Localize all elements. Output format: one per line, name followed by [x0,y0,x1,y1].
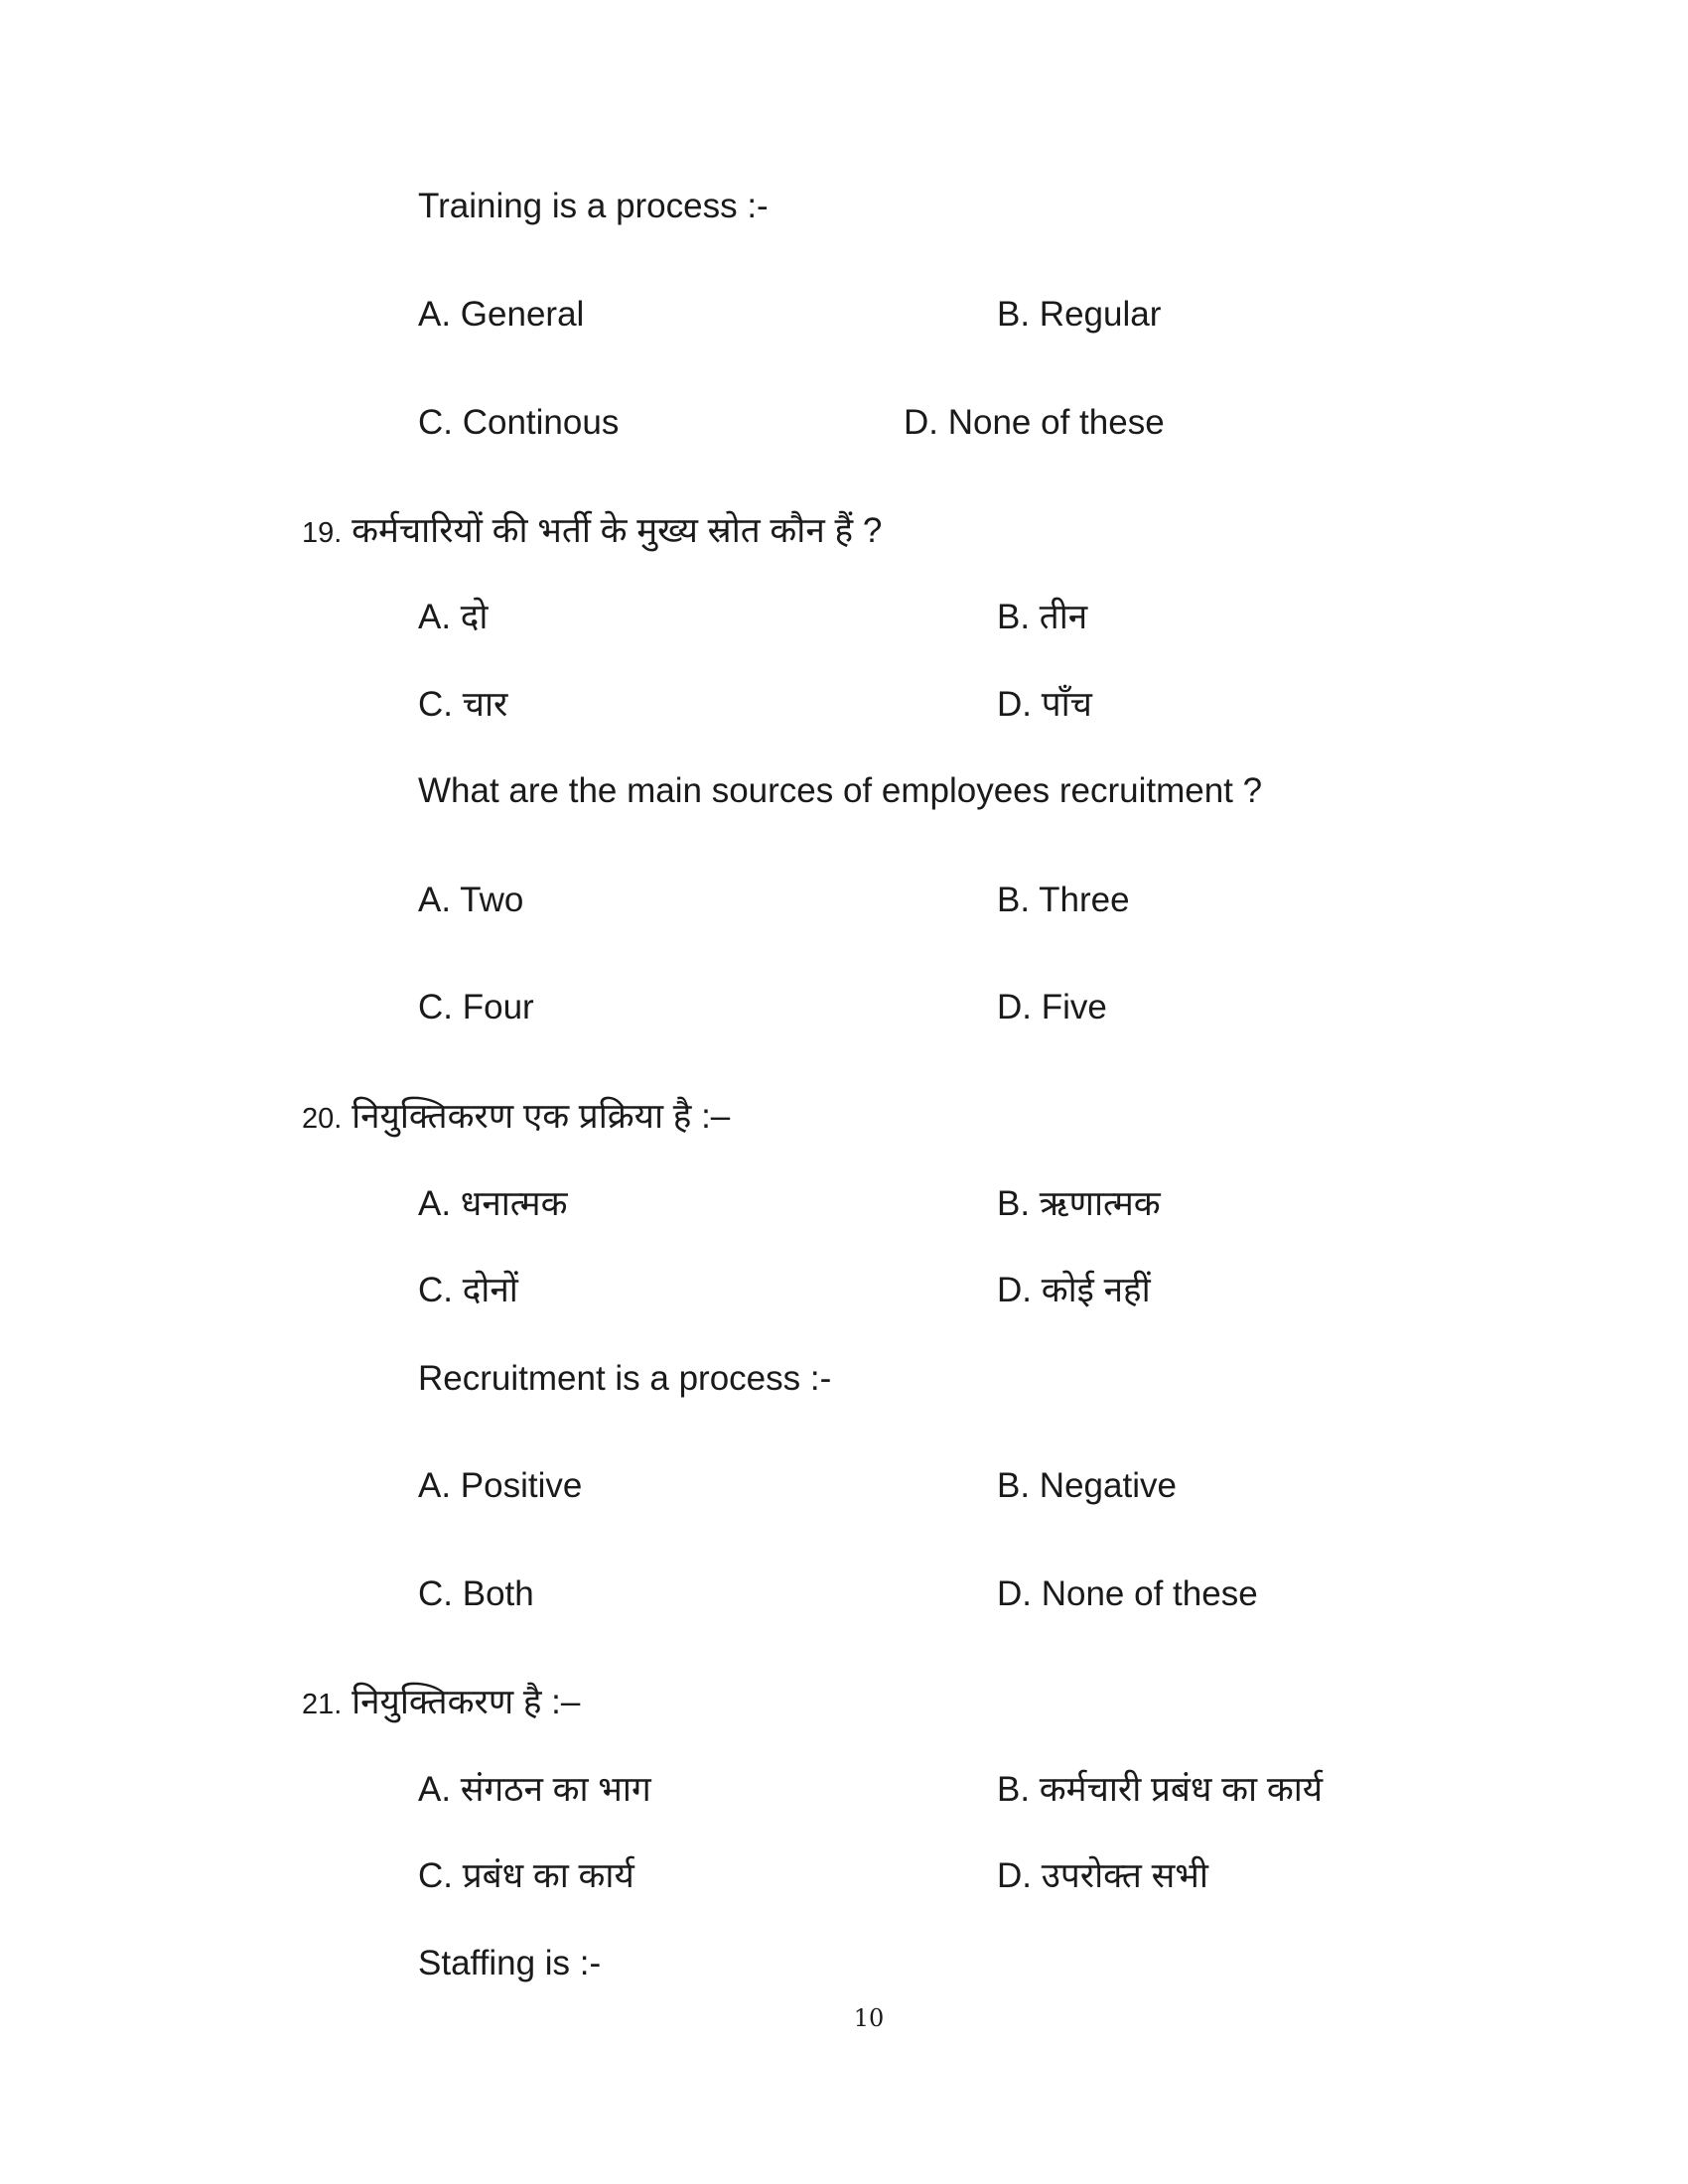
option-d: D. कोई नहीं [997,1271,1151,1309]
option-b: B. Negative [997,1466,1177,1505]
option-a: A. Two [418,881,524,919]
option-c: C. चार [418,685,508,724]
option-c: C. प्रबंध का कार्य [418,1856,634,1895]
page-number: 10 [853,2004,885,2032]
option-a: A. धनात्मक [418,1184,568,1223]
question-number: 21. [302,1689,343,1720]
option-a: A. संगठन का भाग [418,1770,651,1809]
question-21 [302,1683,580,1724]
question-text: नियुक्तिकरण है :– [352,1683,581,1721]
option-c: C. Four [418,988,534,1026]
question-text: Staffing is :- [418,1944,602,1982]
option-d: D. None of these [904,403,1165,442]
question-text: नियुक्तिकरण एक प्रक्रिया है :– [352,1097,731,1136]
option-d: D. उपरोक्त सभी [997,1856,1208,1895]
option-c: C. Both [418,1574,534,1613]
question-text: कर्मचारियों की भर्ती के मुख्य स्रोत कौन हैं ? [352,511,883,550]
option-d: D. None of these [997,1574,1258,1613]
question-19 [302,511,882,553]
option-b: B. Regular [997,295,1162,334]
option-a: A. Positive [418,1466,583,1505]
option-b: B. कर्मचारी प्रबंध का कार्य [997,1770,1324,1809]
option-b: B. ऋणात्मक [997,1184,1161,1223]
option-c: C. दोनों [418,1271,518,1309]
question-text: What are the main sources of employees recruitment ? [418,771,1263,810]
question-text: Recruitment is a process :- [418,1359,832,1398]
option-a: A. General [418,295,585,334]
question-number: 20. [302,1103,343,1135]
option-a: A. दो [418,598,489,636]
option-b: B. Three [997,881,1130,919]
question-20 [302,1097,730,1139]
option-b: B. तीन [997,598,1088,636]
option-d: D. Five [997,988,1107,1026]
option-c: C. Continous [418,403,620,442]
option-d: D. पाँच [997,685,1092,724]
question-number: 19. [302,517,343,549]
question-text: Training is a process :- [418,187,769,225]
